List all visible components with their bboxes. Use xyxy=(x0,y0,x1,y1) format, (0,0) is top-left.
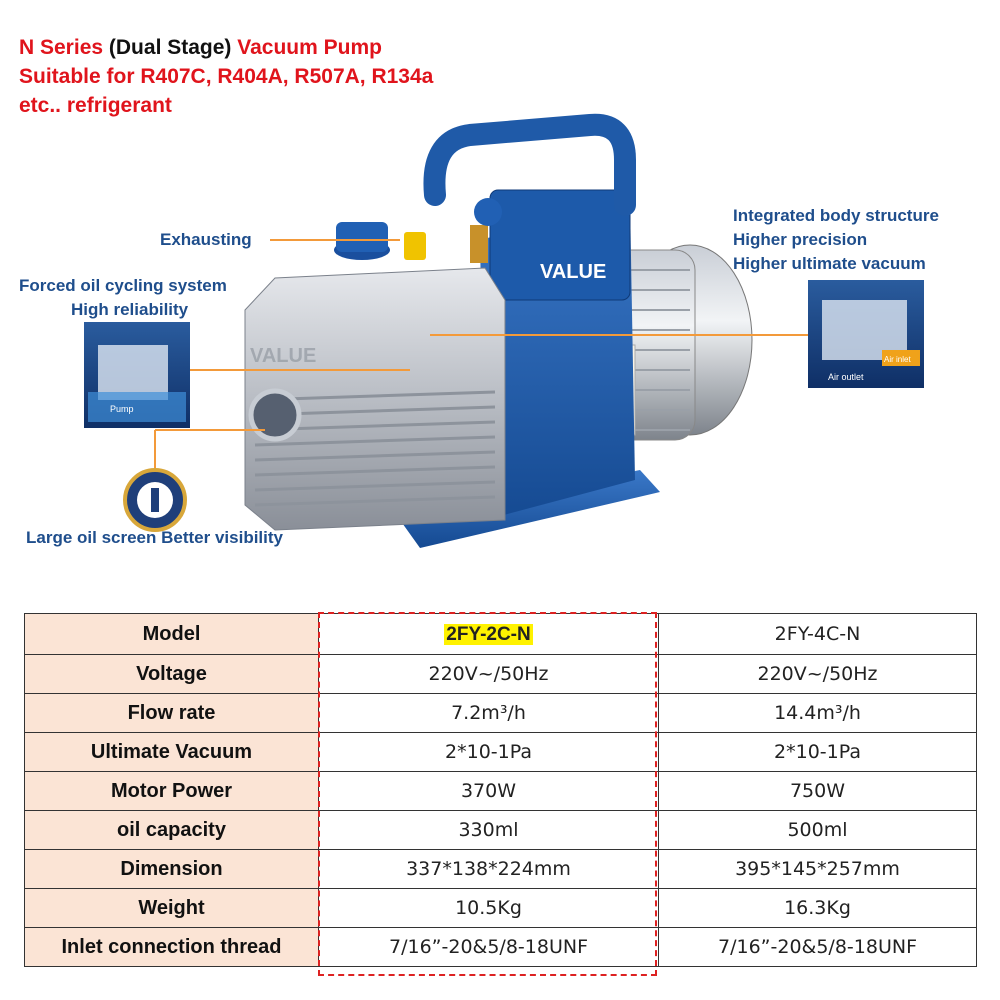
model-a-cell: 7.2m³/h xyxy=(319,694,659,733)
row-label: oil capacity xyxy=(25,811,319,850)
heading-stage: (Dual Stage) xyxy=(103,36,238,59)
row-label: Inlet connection thread xyxy=(25,928,319,967)
model-b-cell: 395*145*257mm xyxy=(659,850,977,889)
model-b-cell: 220V~/50Hz xyxy=(659,655,977,694)
brand-logo: VALUE xyxy=(540,261,607,283)
row-label: Weight xyxy=(25,889,319,928)
callout-forced-oil: Forced oil cycling system xyxy=(19,276,227,295)
model-b-cell: 14.4m³/h xyxy=(659,694,977,733)
row-label: Flow rate xyxy=(25,694,319,733)
model-a-cell: 10.5Kg xyxy=(319,889,659,928)
heading-product: Vacuum Pump xyxy=(237,36,382,59)
row-label: Motor Power xyxy=(25,772,319,811)
oil-screen-icon xyxy=(151,488,159,512)
table-row xyxy=(25,694,977,733)
inlet-fitting xyxy=(470,225,488,263)
model-a-cell: 220V~/50Hz xyxy=(319,655,659,694)
model-a-highlight: 2FY-2C-N xyxy=(446,623,531,645)
table-row xyxy=(25,733,977,772)
table-row xyxy=(25,655,977,694)
model-b-cell: 500ml xyxy=(659,811,977,850)
model-b-cell: 2FY-4C-N xyxy=(659,614,977,655)
oil-sight-glass xyxy=(251,391,299,439)
callout-oil-screen: Large oil screen Better visibility xyxy=(26,528,283,547)
row-label: Model xyxy=(25,614,319,655)
model-a-cell: 7/16”-20&5/8-18UNF xyxy=(319,928,659,967)
inset-air-outlet-label: Air outlet xyxy=(828,372,864,382)
oil-fill-cap xyxy=(336,222,388,252)
table-row xyxy=(25,928,977,967)
spec-table xyxy=(24,613,977,967)
inset-pump-drawing xyxy=(98,345,168,400)
callout-higher-precision: Higher precision xyxy=(733,230,868,249)
callout-exhausting: Exhausting xyxy=(160,230,252,249)
row-label: Voltage xyxy=(25,655,319,694)
heading-series: N Series xyxy=(19,36,104,59)
model-a-cell: 2*10-1Pa xyxy=(319,733,659,772)
inset-oil-level xyxy=(88,392,186,422)
row-label: Ultimate Vacuum xyxy=(25,733,319,772)
callout-integrated-body: Integrated body structure xyxy=(733,206,939,225)
model-b-cell: 16.3Kg xyxy=(659,889,977,928)
model-b-cell: 7/16”-20&5/8-18UNF xyxy=(659,928,977,967)
exhaust-fitting xyxy=(404,232,426,260)
model-a-cell: 370W xyxy=(319,772,659,811)
table-row xyxy=(25,811,977,850)
table-row xyxy=(25,850,977,889)
row-label: Dimension xyxy=(25,850,319,889)
top-housing xyxy=(490,190,630,300)
model-b-cell: 750W xyxy=(659,772,977,811)
inset-pump-label: Pump xyxy=(110,404,134,414)
table-row xyxy=(25,614,977,655)
heading-line-3: etc.. refrigerant xyxy=(19,94,172,117)
table-row xyxy=(25,889,977,928)
model-b-cell: 2*10-1Pa xyxy=(659,733,977,772)
callout-higher-vacuum: Higher ultimate vacuum xyxy=(733,254,926,273)
embossed-brand: VALUE xyxy=(250,345,317,367)
model-a-cell: 330ml xyxy=(319,811,659,850)
model-a-cell: 337*138*224mm xyxy=(319,850,659,889)
model-a-cell xyxy=(319,614,659,655)
heading-line-2: Suitable for R407C, R404A, R507A, R134a xyxy=(19,65,434,88)
callout-high-reliability: High reliability xyxy=(71,300,189,319)
inset-air-inlet-label: Air inlet xyxy=(884,355,911,364)
table-row xyxy=(25,772,977,811)
inlet-valve xyxy=(474,198,502,226)
